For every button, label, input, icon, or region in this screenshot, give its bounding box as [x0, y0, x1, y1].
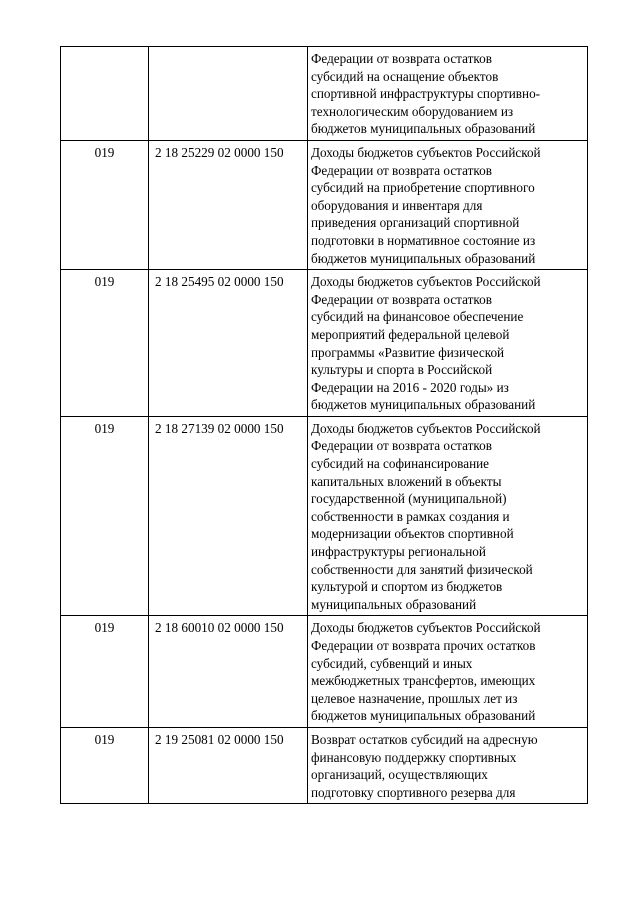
description-line: Федерации от возврата прочих остатков — [311, 638, 536, 653]
description-line: целевое назначение, прошлых лет из — [311, 690, 518, 706]
description-line: Федерации от возврата остатков — [311, 51, 492, 66]
description-line: Возврат остатков субсидий на адресную — [311, 731, 538, 747]
table-row — [61, 47, 588, 141]
description-line: Доходы бюджетов субъектов Российской — [311, 144, 541, 160]
budget-code-cell: 2 18 27139 02 0000 150 — [149, 416, 308, 616]
description-line: бюджетов муниципальных образований — [311, 250, 536, 266]
description-cell — [308, 416, 588, 616]
description-line: мероприятий федеральной целевой — [311, 326, 510, 342]
table-row — [61, 270, 588, 417]
description-line: субсидий на софинансирование — [311, 456, 490, 472]
table-body — [61, 47, 588, 804]
description-line: Федерации от возврата остатков — [311, 291, 492, 307]
description-cell — [308, 270, 588, 417]
description-line: инфраструктуры региональной — [311, 544, 486, 560]
description-line: подготовку спортивного резерва для — [311, 784, 516, 800]
description-cell — [308, 140, 588, 269]
description-line: модернизации объектов спортивной — [311, 526, 514, 542]
description-cell — [308, 616, 588, 728]
admin-code-cell: 019 — [61, 140, 149, 269]
description-line: Доходы бюджетов субъектов Российской — [311, 420, 541, 436]
description-line: бюджетов муниципальных образований — [311, 121, 536, 137]
description-line: субсидий на приобретение спортивного — [311, 180, 535, 196]
table-row — [61, 616, 588, 728]
description-line: межбюджетных трансфертов, имеющих — [311, 673, 536, 689]
description-line: Федерации от возврата остатков — [311, 438, 492, 454]
table-row — [61, 140, 588, 269]
description-line: организаций, осуществляющих — [311, 767, 488, 783]
description-line: Федерации на 2016 - 2020 годы» из — [311, 379, 509, 395]
description-line: государственной (муниципальной) — [311, 491, 507, 507]
description-line: культуры и спорта в Российской — [311, 362, 493, 378]
description-line: Доходы бюджетов субъектов Российской — [311, 274, 541, 290]
table-row — [61, 416, 588, 616]
description-line: муниципальных образований — [311, 596, 477, 612]
description-line: финансовую поддержку спортивных — [311, 749, 517, 765]
description-line: приведения организаций спортивной — [311, 215, 520, 231]
description-line: оборудования и инвентаря для — [311, 197, 483, 213]
description-line: субсидий на финансовое обеспечение — [311, 309, 524, 325]
description-line: технологическим оборудованием из — [311, 103, 514, 119]
description-line: спортивной инфраструктуры спортивно- — [311, 86, 541, 102]
description-line: программы «Развитие физической — [311, 344, 505, 360]
description-line: Федерации от возврата остатков — [311, 162, 492, 178]
description-line: культурой и спортом из бюджетов — [311, 579, 503, 595]
budget-codes-table — [60, 46, 588, 804]
description-line: субсидий, субвенций и иных — [311, 655, 473, 671]
admin-code-cell — [61, 47, 149, 141]
budget-code-cell: 2 18 25229 02 0000 150 — [149, 140, 308, 269]
description-line: бюджетов муниципальных образований — [311, 397, 536, 413]
description-line: собственности в рамках создания и — [311, 508, 510, 524]
description-cell — [308, 727, 588, 803]
admin-code-cell: 019 — [61, 416, 149, 616]
description-line: подготовки в нормативное состояние из — [311, 232, 536, 248]
description-line: капитальных вложений в объекты — [311, 473, 502, 489]
description-line: собственности для занятий физической — [311, 561, 533, 577]
budget-code-cell — [149, 47, 308, 141]
admin-code-cell: 019 — [61, 616, 149, 728]
budget-code-cell: 2 18 25495 02 0000 150 — [149, 270, 308, 417]
admin-code-cell: 019 — [61, 727, 149, 803]
description-line: субсидий на оснащение объектов — [311, 68, 499, 84]
admin-code-cell: 019 — [61, 270, 149, 417]
budget-code-cell: 2 18 60010 02 0000 150 — [149, 616, 308, 728]
description-cell — [308, 47, 588, 141]
description-line: Доходы бюджетов субъектов Российской — [311, 620, 541, 636]
description-line: бюджетов муниципальных образований — [311, 708, 536, 724]
budget-code-cell: 2 19 25081 02 0000 150 — [149, 727, 308, 803]
table-row — [61, 727, 588, 803]
